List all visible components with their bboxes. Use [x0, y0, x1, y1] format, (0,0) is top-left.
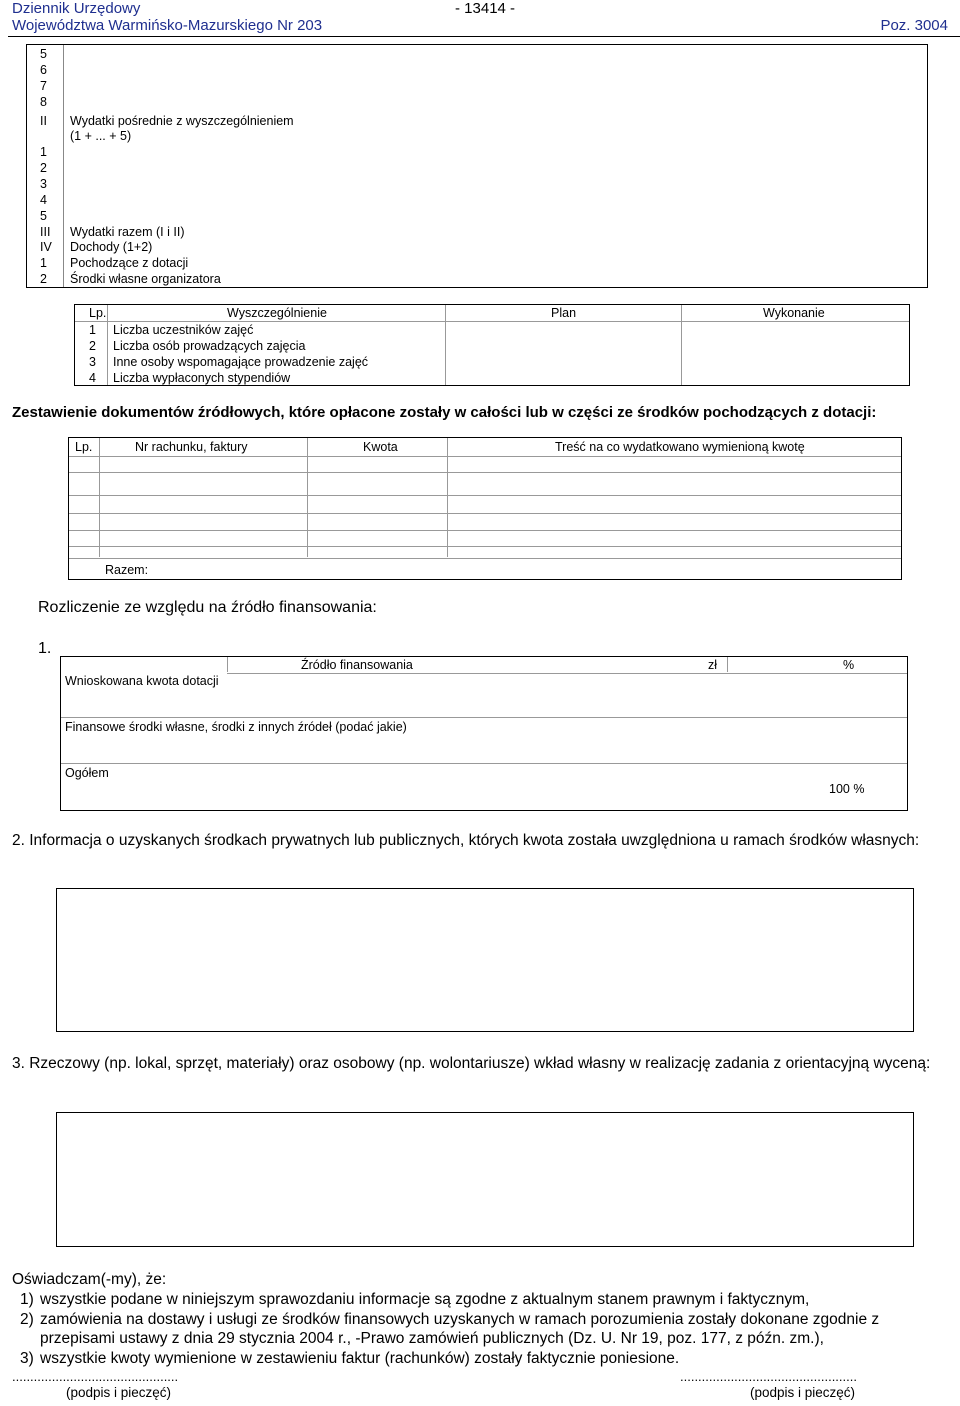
financing-table	[60, 656, 908, 811]
financing-heading: Rozliczenie ze względu na źródło finansowania:	[38, 599, 377, 616]
declaration-item-number: 3)	[20, 1350, 34, 1367]
documents-table	[68, 437, 902, 580]
col-source: Źródło finansowania	[301, 658, 413, 672]
row-text: Liczba wypłaconych stypendiów	[113, 371, 291, 385]
section-3-box[interactable]	[56, 1112, 914, 1247]
total-label: Razem:	[105, 563, 149, 577]
col-amount: Kwota	[363, 440, 398, 454]
row-text: Liczba osób prowadzących zajęcia	[113, 339, 306, 353]
col-execution: Wykonanie	[763, 306, 825, 320]
row-number: 4	[89, 371, 96, 385]
voivodeship-title: Województwa Warmińsko-Mazurskiego Nr 203	[12, 17, 323, 34]
signature-label-right: (podpis i pieczęć)	[750, 1385, 856, 1400]
declaration-item-text: wszystkie kwoty wymienione w zestawieniu faktur (rachunków) zostały faktycznie poniesione.	[40, 1350, 680, 1367]
row-text: Liczba uczestników zajęć	[113, 323, 254, 337]
expense-table: 5 6 7 8 II Wydatki pośrednie z wyszczególnieniem (1 + ... + 5) 1 2 3 4 5 III Wydatki razem (I i II) IV Dochody (1+2) 1 Pochodzące z dotacji 2 Środki własne organizatora	[26, 44, 928, 288]
declaration-item-text: wszystkie podane w niniejszym sprawozdaniu informacje są zgodne z aktualnym stanem prawnym i faktycznym,	[40, 1291, 810, 1308]
col-description: Wyszczególnienie	[227, 306, 327, 320]
col-plan: Plan	[551, 306, 577, 320]
signature-dots-left: ..............................................	[12, 1369, 179, 1384]
journal-title: Dziennik Urzędowy	[12, 0, 141, 17]
col-currency: zł	[708, 658, 718, 672]
col-invoice: Nr rachunku, faktury	[135, 440, 248, 454]
total-label: Ogółem	[65, 766, 109, 780]
position-number: Poz. 3004	[880, 17, 948, 34]
requested-amount-label: Wnioskowana kwota dotacji	[65, 674, 219, 688]
page-number: - 13414 -	[455, 0, 516, 17]
declaration-intro: Oświadczam(-my), że:	[12, 1271, 167, 1288]
declaration-item-number: 1)	[20, 1291, 34, 1308]
col-description: Treść na co wydatkowano wymienioną kwotę	[555, 440, 805, 454]
financing-number: 1.	[38, 640, 52, 657]
signature-label-left: (podpis i pieczęć)	[66, 1385, 172, 1400]
row-number: 2	[89, 339, 96, 353]
header-rule	[8, 36, 960, 37]
section-3-text: 3. Rzeczowy (np. lokal, sprzęt, materiały) oraz osobowy (np. wolontariusze) wkład własny w realizację zadania z orientacyjną wyceną:	[12, 1055, 931, 1072]
section-2-box[interactable]	[56, 888, 914, 1032]
declaration-item-text-cont: przepisami ustawy z dnia 29 stycznia 2004 r., -Prawo zamówień publicznych (Dz. U. Nr 19, poz. 177, z późn. zm.),	[40, 1330, 824, 1347]
declaration-item-number: 2)	[20, 1311, 34, 1328]
signature-dots-right: .................................................	[680, 1369, 857, 1384]
own-funds-label: Finansowe środki własne, środki z innych źródeł (podać jakie)	[65, 720, 407, 734]
col-percent: %	[843, 658, 855, 672]
row-number: 3	[89, 355, 96, 369]
participants-table	[74, 304, 910, 386]
row-text: Inne osoby wspomagające prowadzenie zajęć	[113, 355, 369, 369]
section-2-text: 2. Informacja o uzyskanych środkach prywatnych lub publicznych, których kwota została uwzględniona u ramach środków własnych:	[12, 832, 920, 849]
documents-heading: Zestawienie dokumentów źródłowych, które opłacone zostały w całości lub w części ze środków pochodzących z dotacji:	[12, 404, 877, 421]
total-percent: 100 %	[829, 782, 865, 796]
col-lp: Lp.	[75, 440, 93, 454]
row-number: 1	[89, 323, 96, 337]
col-lp: Lp.	[89, 306, 107, 320]
declaration-item-text: zamówienia na dostawy i usługi ze środków finansowych uzyskanych w ramach porozumienia zostały dokonane zgodnie z	[40, 1311, 880, 1328]
